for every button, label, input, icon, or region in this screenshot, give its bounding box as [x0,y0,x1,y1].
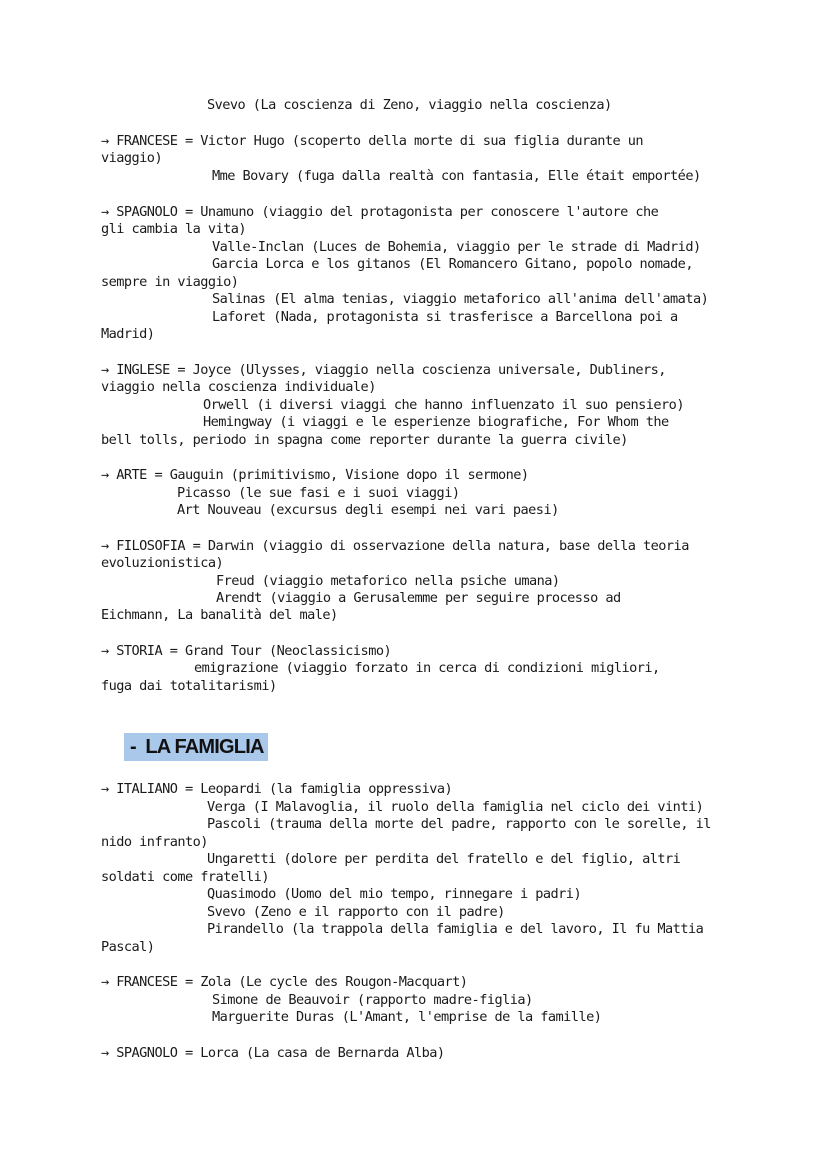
viaggio-spagnolo-line-2: gli cambia la vita) [101,221,247,237]
viaggio-inglese-line-3: Orwell (i diversi viaggi che hanno influenzato il suo pensiero) [203,397,684,413]
famiglia-italiano-line-5: Ungaretti (dolore per perdita del fratello e del figlio, altri [207,851,681,867]
viaggio-filosofia-line-3: Freud (viaggio metaforico nella psiche umana) [216,573,560,589]
viaggio-spagnolo-line-7: Laforet (Nada, protagonista si trasferisce a Barcellona poi a [212,309,678,325]
viaggio-filosofia-line-2: evoluzionistica) [101,555,224,571]
famiglia-italiano-line-4: nido infranto) [101,834,208,850]
viaggio-arte-line-2: Picasso (le sue fasi e i suoi viaggi) [177,485,460,501]
viaggio-arte-line-1: → ARTE = Gauguin (primitivismo, Visione dopo il sermone) [101,467,529,483]
viaggio-inglese-line-1: → INGLESE = Joyce (Ulysses, viaggio nella coscienza universale, Dubliners, [101,362,666,378]
famiglia-francese-line-1: → FRANCESE = Zola (Le cycle des Rougon-Macquart) [101,974,468,990]
famiglia-italiano-line-3: Pascoli (trauma della morte del padre, rapporto con le sorelle, il [207,816,711,832]
famiglia-spagnolo-line-1: → SPAGNOLO = Lorca (La casa de Bernarda Alba) [101,1045,445,1061]
viaggio-spagnolo-line-4: Garcia Lorca e los gitanos (El Romancero Gitano, popolo nomade, [212,256,693,272]
section-heading-famiglia: - LA FAMIGLIA [124,733,268,761]
viaggio-inglese-line-4: Hemingway (i viaggi e le esperienze biografiche, For Whom the [203,414,669,430]
famiglia-italiano-line-1: → ITALIANO = Leopardi (la famiglia oppressiva) [101,781,453,797]
famiglia-francese-line-2: Simone de Beauvoir (rapporto madre-figlia) [212,992,533,1008]
viaggio-filosofia-line-1: → FILOSOFIA = Darwin (viaggio di osservazione della natura, base della teoria [101,538,689,554]
viaggio-spagnolo-line-8: Madrid) [101,326,155,342]
famiglia-italiano-line-6: soldati come fratelli) [101,869,269,885]
viaggio-spagnolo-line-1: → SPAGNOLO = Unamuno (viaggio del protagonista per conoscere l'autore che [101,204,659,220]
viaggio-storia-line-2: emigrazione (viaggio forzato in cerca di condizioni migliori, [194,660,660,676]
viaggio-storia-line-3: fuga dai totalitarismi) [101,678,277,694]
famiglia-francese-line-3: Marguerite Duras (L'Amant, l'emprise de la famille) [212,1009,602,1025]
famiglia-italiano-line-2: Verga (I Malavoglia, il ruolo della famiglia nel ciclo dei vinti) [207,799,704,815]
viaggio-spagnolo-line-5: sempre in viaggio) [101,274,239,290]
viaggio-inglese-line-5: bell tolls, periodo in spagna come reporter durante la guerra civile) [101,432,628,448]
viaggio-spagnolo-line-3: Valle-Inclan (Luces de Bohemia, viaggio per le strade di Madrid) [212,239,701,255]
viaggio-arte-line-3: Art Nouveau (excursus degli esempi nei vari paesi) [177,502,559,518]
viaggio-storia-line-1: → STORIA = Grand Tour (Neoclassicismo) [101,643,392,659]
viaggio-francese-line-2: viaggio) [101,150,163,166]
viaggio-inglese-line-2: viaggio nella coscienza individuale) [101,379,376,395]
famiglia-italiano-line-9: Pirandello (la trappola della famiglia e del lavoro, Il fu Mattia [207,921,704,937]
famiglia-italiano-line-8: Svevo (Zeno e il rapporto con il padre) [207,904,505,920]
viaggio-filosofia-line-5: Eichmann, La banalità del male) [101,607,338,623]
viaggio-spagnolo-line-6: Salinas (El alma tenias, viaggio metaforico all'anima dell'amata) [212,291,709,307]
viaggio-francese-line-3: Mme Bovary (fuga dalla realtà con fantasia, Elle était emportée) [212,168,701,184]
italiano-svevo-line: Svevo (La coscienza di Zeno, viaggio nella coscienza) [207,97,612,113]
viaggio-filosofia-line-4: Arendt (viaggio a Gerusalemme per seguire processo ad [216,590,621,606]
famiglia-italiano-line-7: Quasimodo (Uomo del mio tempo, rinnegare i padri) [207,886,582,902]
famiglia-italiano-line-10: Pascal) [101,939,155,955]
viaggio-francese-line-1: → FRANCESE = Victor Hugo (scoperto della morte di sua figlia durante un [101,133,644,149]
